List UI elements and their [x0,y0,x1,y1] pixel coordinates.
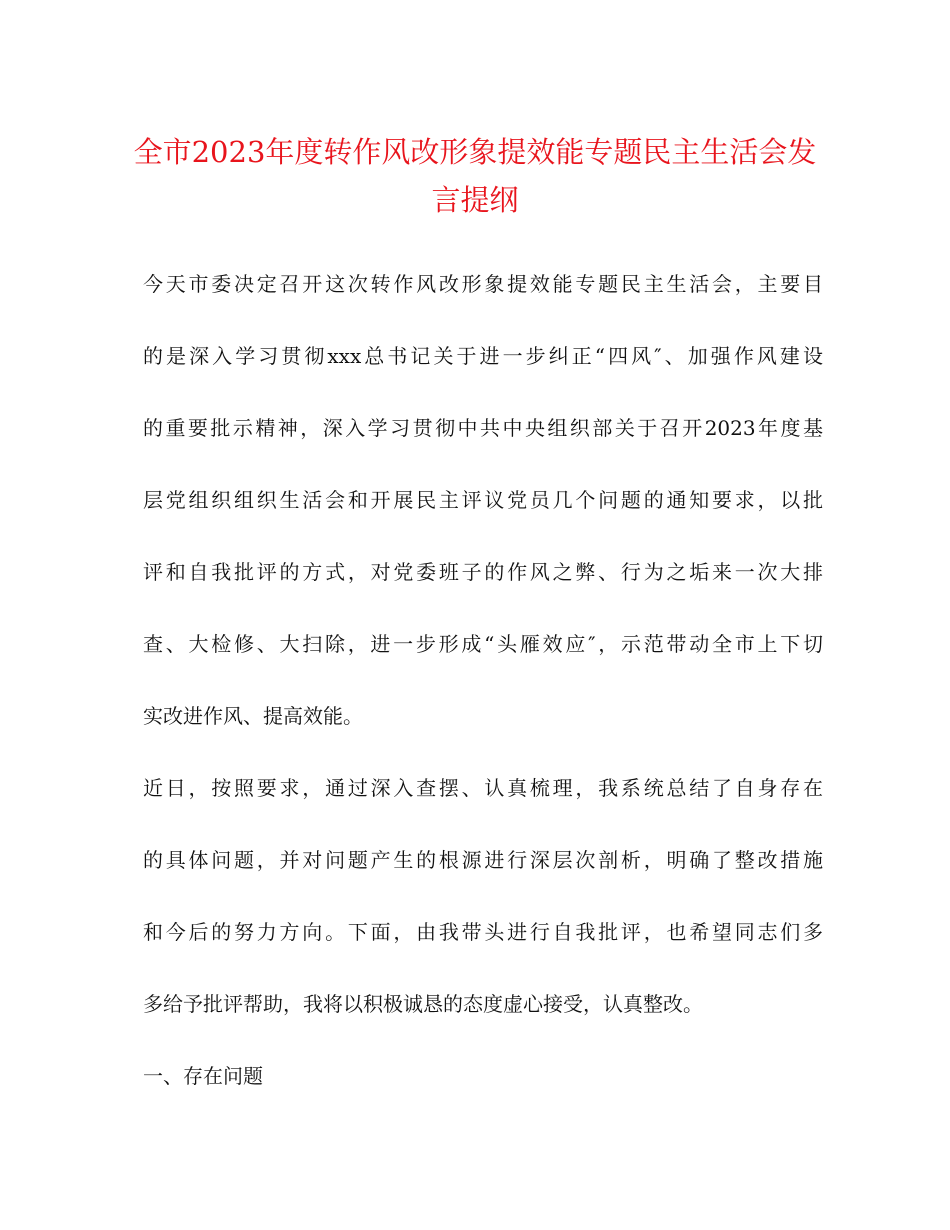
text-line: 多给予批评帮助，我将以积极诚恳的态度虚心接受，认真整改。 [143,992,703,1016]
title-line: 言提纲 [431,183,519,217]
text-line: 评和自我批评的方式，对党委班子的作风之弊、行为之垢来一次大排 [143,560,823,584]
title-line: 全市2023年度转作风改形象提效能专题民主生活会发 [133,135,817,169]
document-title [120,128,830,224]
text-line: 实改进作风、提高效能。 [143,704,363,728]
text-line: 今天市委决定召开这次转作风改形象提效能专题民主生活会，主要目 [143,272,823,296]
text-line: 近日，按照要求，通过深入查摆、认真梳理，我系统总结了自身存在 [143,776,823,800]
section-heading: 一、存在问题 [143,1064,263,1088]
text-line: 和今后的努力方向。下面，由我带头进行自我批评，也希望同志们多 [143,920,823,944]
text-line: 层党组织组织生活会和开展民主评议党员几个问题的通知要求，以批 [143,488,823,512]
text-line: 查、大检修、大扫除，进一步形成“头雁效应″，示范带动全市上下切 [143,632,823,656]
text-line: 的是深入学习贯彻xxx总书记关于进一步纠正“四风″、加强作风建设 [143,344,823,368]
text-line: 的具体问题，并对问题产生的根源进行深层次剖析，明确了整改措施 [143,848,823,872]
text-line: 的重要批示精神，深入学习贯彻中共中央组织部关于召开2023年度基 [143,416,823,440]
